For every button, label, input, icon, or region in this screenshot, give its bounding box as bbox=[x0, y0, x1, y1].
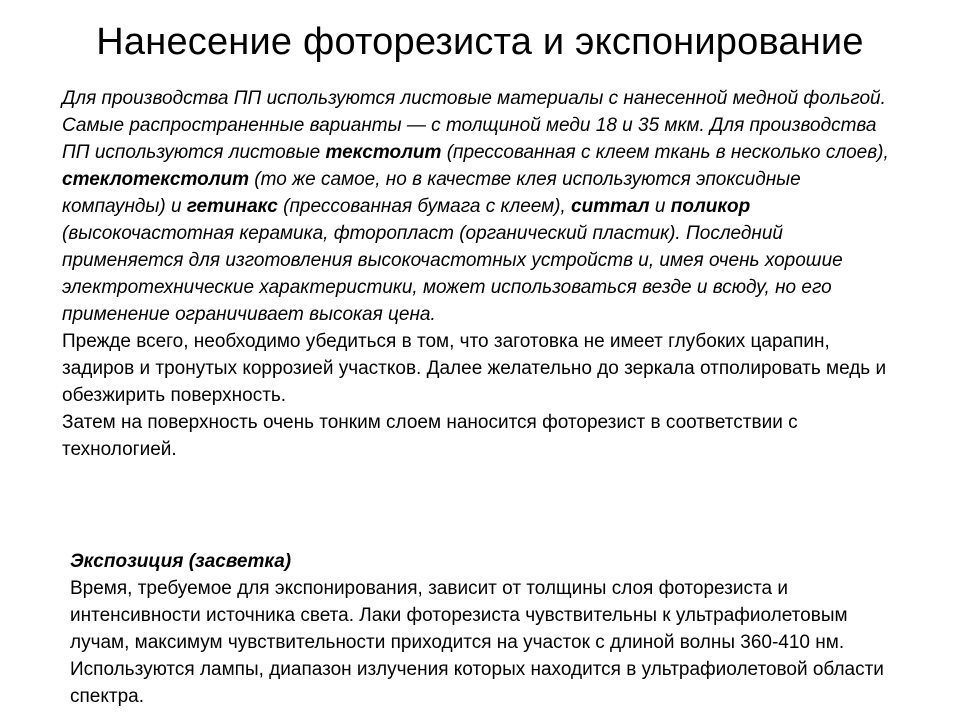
exposure-heading: Экспозиция (засветка) bbox=[70, 551, 292, 572]
materials-text-3: (то же самое, но в качестве клея используются эпоксидные компаунды) и bbox=[62, 169, 801, 217]
term-textolite: текстолит bbox=[325, 142, 442, 163]
term-sittal: ситтал bbox=[571, 196, 650, 217]
intro-block bbox=[62, 85, 902, 463]
materials-text-1: Для производства ПП используются листовые материалы с нанесенной медной фольгой. Самые распространенные варианты — с толщиной меди 18 и 35 мкм. Для производства ПП используются листовые bbox=[62, 88, 886, 163]
coating-paragraph: Затем на поверхность очень тонким слоем наносится фоторезист в соответствии с технологией. bbox=[62, 412, 798, 460]
preparation-paragraph: Прежде всего, необходимо убедиться в том, что заготовка не имеет глубоких царапин, задиров и тронутых коррозией участков. Далее желательно до зеркала отполировать медь и обезжирить поверхность. bbox=[62, 331, 887, 406]
materials-paragraph bbox=[62, 85, 902, 328]
materials-text-5: (высокочастотная керамика, фторопласт (органический пластик). Последний применяется для изготовления высокочастотных устройств и, имея очень хорошие электротехнические характеристики, может использоваться везде и всюду, но его применение ограничивает высокая цена. bbox=[62, 223, 843, 325]
materials-text-2: (прессованная с клеем ткань в несколько слоев), bbox=[441, 142, 889, 163]
exposure-section bbox=[70, 548, 900, 710]
term-glass-textolite: стеклотекстолит bbox=[62, 169, 250, 190]
materials-text-and: и bbox=[649, 196, 671, 217]
term-polikor: поликор bbox=[670, 196, 751, 217]
slide-title: Нанесение фоторезиста и экспонирование bbox=[96, 21, 864, 63]
materials-text-4: (прессованная бумага с клеем), bbox=[277, 196, 572, 217]
exposure-paragraph: Время, требуемое для экспонирования, зависит от толщины слоя фоторезиста и интенсивности источника света. Лаки фоторезиста чувствительны к ультрафиолетовым лучам, максимум чувствительности приходится на участок с длиной волны 360-410 нм. Используются лампы, диапазон излучения которых находится в ультрафиолетовой области спектра. bbox=[70, 578, 884, 707]
term-getinax: гетинакс bbox=[186, 196, 278, 217]
